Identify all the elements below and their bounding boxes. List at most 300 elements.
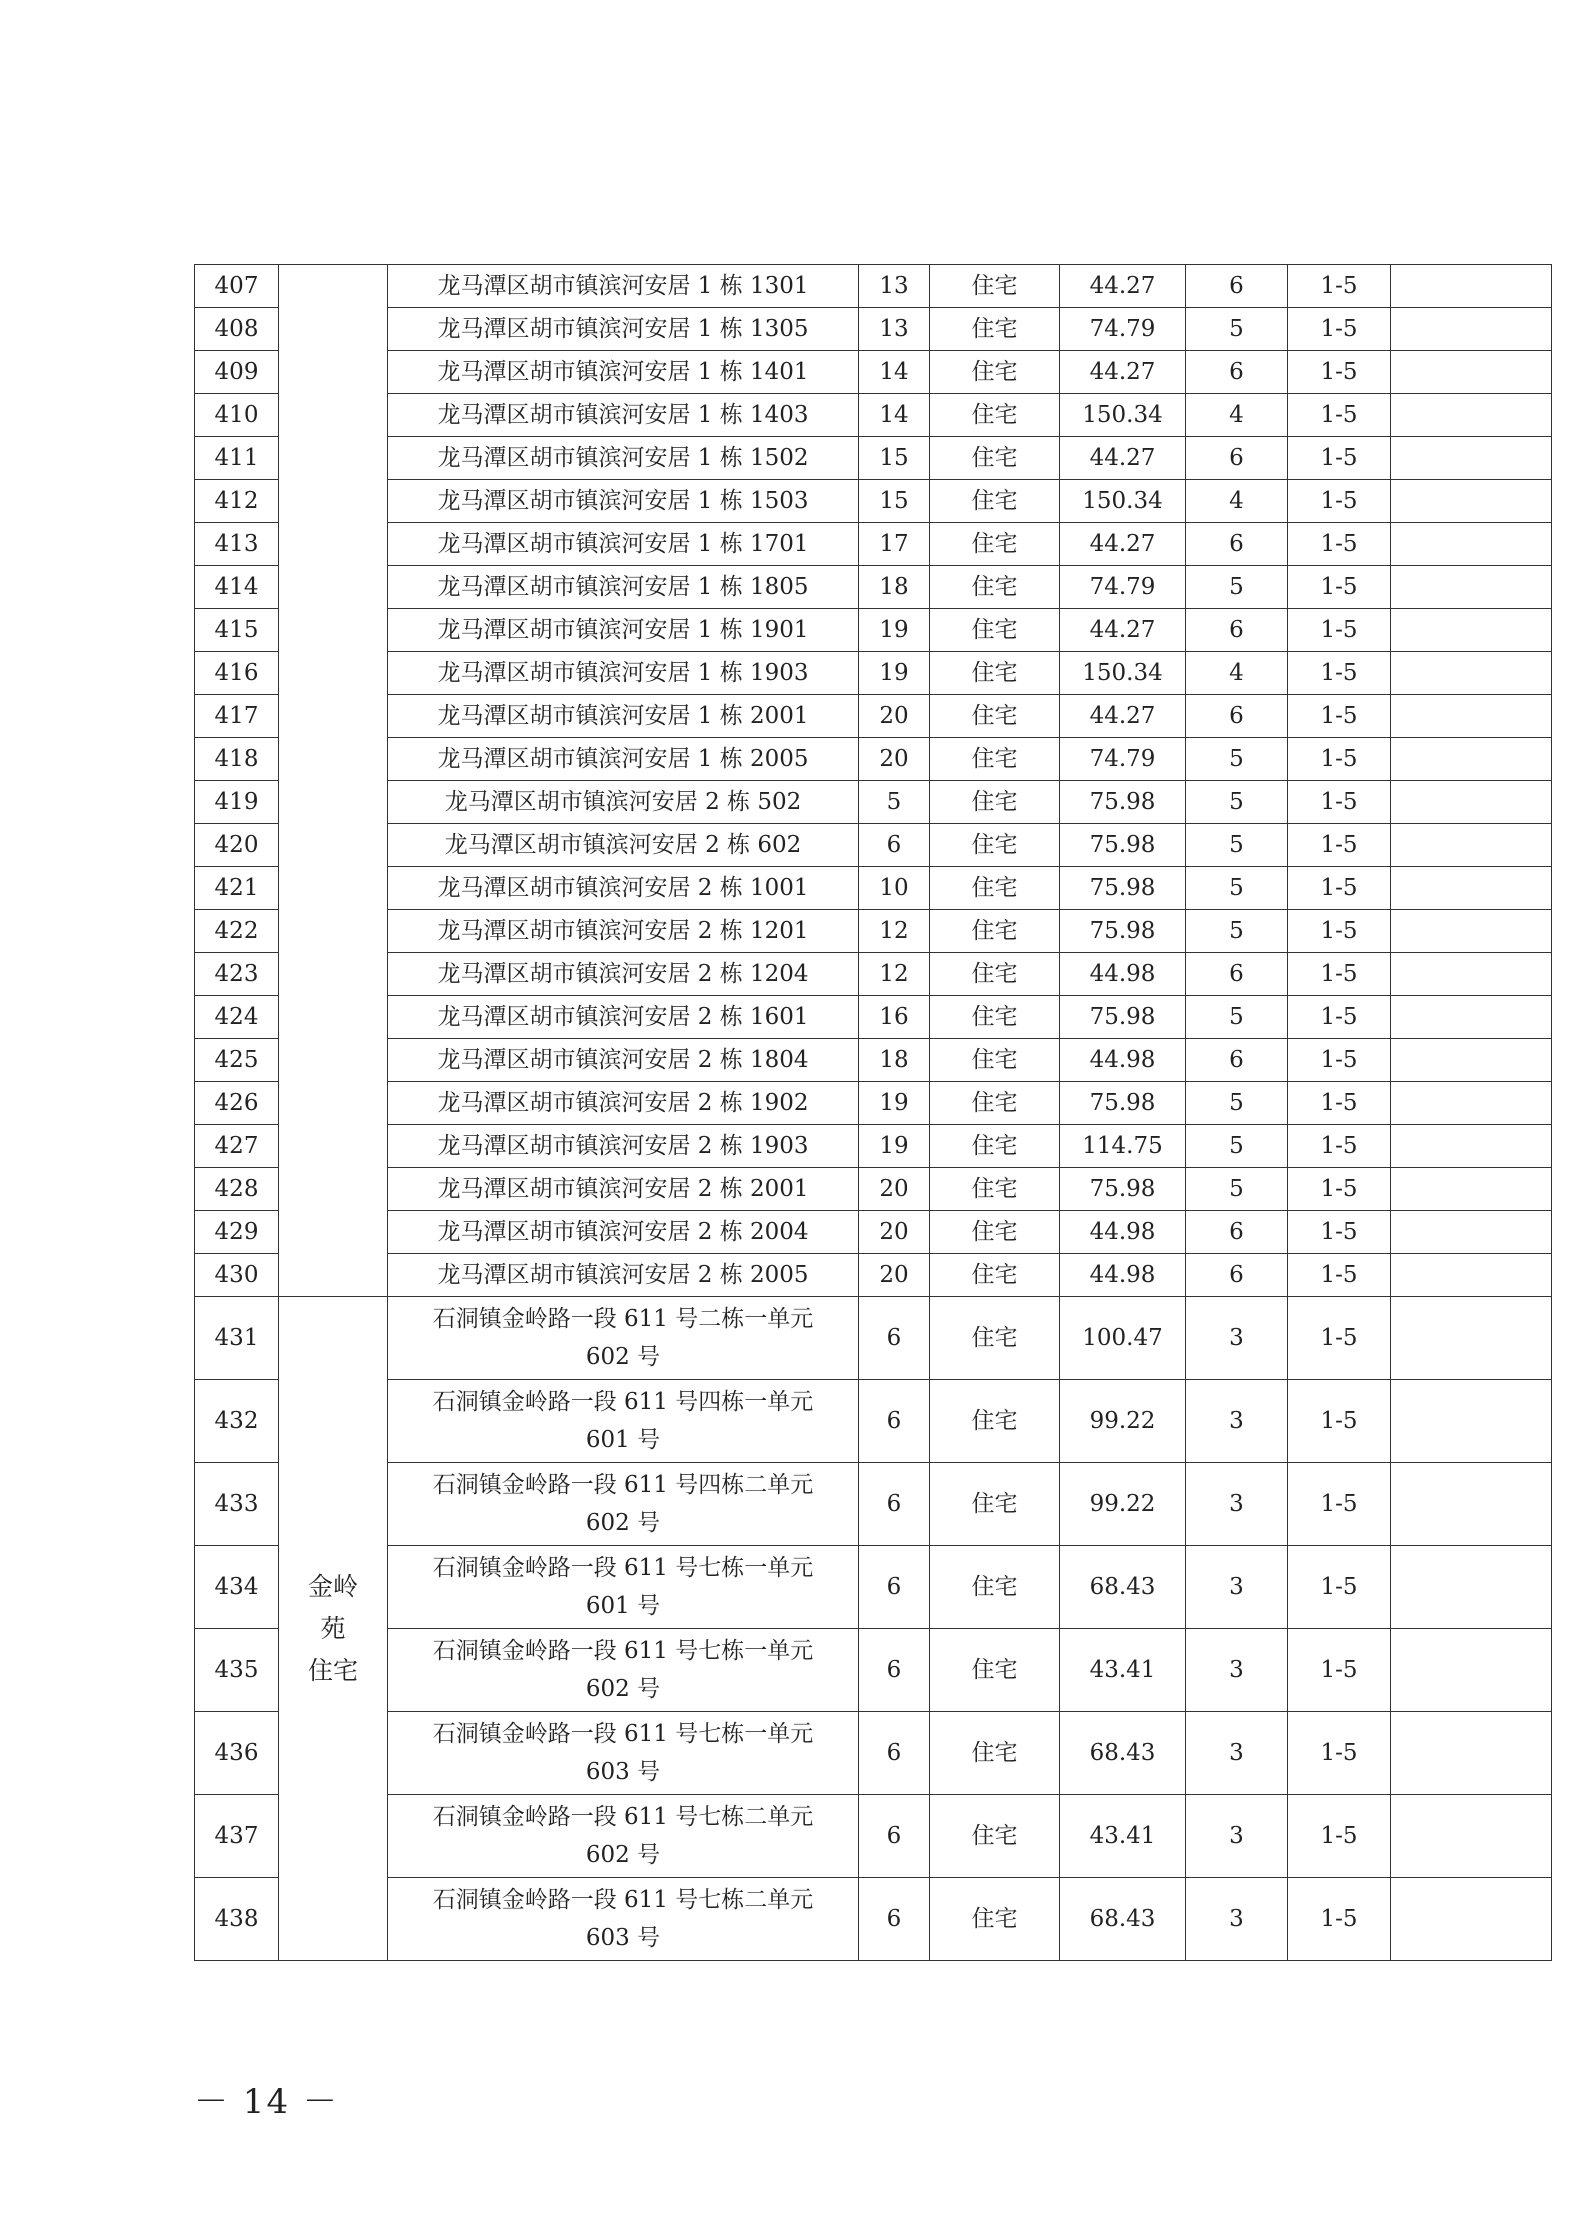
range-cell: 1-5 bbox=[1288, 1168, 1391, 1211]
usage-cell: 住宅 bbox=[930, 695, 1060, 738]
value-cell: 4 bbox=[1186, 652, 1288, 695]
remarks-cell bbox=[1391, 781, 1552, 824]
range-cell: 1-5 bbox=[1288, 867, 1391, 910]
remarks-cell bbox=[1391, 437, 1552, 480]
table-row bbox=[195, 910, 1552, 953]
value-cell: 5 bbox=[1186, 910, 1288, 953]
table-row bbox=[195, 480, 1552, 523]
area-cell: 68.43 bbox=[1060, 1712, 1186, 1795]
range-cell: 1-5 bbox=[1288, 824, 1391, 867]
address-line: 龙马潭区胡市镇滨河安居 1 栋 1701 bbox=[437, 531, 809, 557]
floor-cell: 19 bbox=[859, 1082, 930, 1125]
usage-cell: 住宅 bbox=[930, 1629, 1060, 1712]
value-cell: 3 bbox=[1186, 1380, 1288, 1463]
floor-cell: 6 bbox=[859, 1463, 930, 1546]
remarks-cell bbox=[1391, 996, 1552, 1039]
address-line: 龙马潭区胡市镇滨河安居 1 栋 1403 bbox=[437, 402, 809, 428]
usage-cell: 住宅 bbox=[930, 738, 1060, 781]
remarks-cell bbox=[1391, 1297, 1552, 1380]
area-cell: 44.27 bbox=[1060, 695, 1186, 738]
usage-cell: 住宅 bbox=[930, 1211, 1060, 1254]
address-cell bbox=[388, 523, 859, 566]
address-line: 龙马潭区胡市镇滨河安居 2 栋 2004 bbox=[437, 1219, 809, 1245]
value-cell: 5 bbox=[1186, 996, 1288, 1039]
address-line: 603 号 bbox=[585, 1925, 661, 1951]
address-cell bbox=[388, 1039, 859, 1082]
value-cell: 5 bbox=[1186, 824, 1288, 867]
floor-cell: 15 bbox=[859, 437, 930, 480]
row-number-cell: 426 bbox=[195, 1082, 279, 1125]
area-cell: 75.98 bbox=[1060, 910, 1186, 953]
usage-cell: 住宅 bbox=[930, 1254, 1060, 1297]
address-cell bbox=[388, 1254, 859, 1297]
area-cell: 43.41 bbox=[1060, 1629, 1186, 1712]
remarks-cell bbox=[1391, 1463, 1552, 1546]
value-cell: 6 bbox=[1186, 351, 1288, 394]
row-number-cell: 431 bbox=[195, 1297, 279, 1380]
address-line: 龙马潭区胡市镇滨河安居 1 栋 1502 bbox=[437, 445, 809, 471]
address-line: 龙马潭区胡市镇滨河安居 1 栋 1305 bbox=[437, 316, 809, 342]
area-cell: 68.43 bbox=[1060, 1546, 1186, 1629]
area-cell: 75.98 bbox=[1060, 996, 1186, 1039]
table-row bbox=[195, 1082, 1552, 1125]
usage-cell: 住宅 bbox=[930, 1878, 1060, 1961]
row-number-cell: 421 bbox=[195, 867, 279, 910]
value-cell: 6 bbox=[1186, 1211, 1288, 1254]
remarks-cell bbox=[1391, 351, 1552, 394]
floor-cell: 5 bbox=[859, 781, 930, 824]
table-row bbox=[195, 1254, 1552, 1297]
value-cell: 3 bbox=[1186, 1712, 1288, 1795]
range-cell: 1-5 bbox=[1288, 652, 1391, 695]
usage-cell: 住宅 bbox=[930, 1039, 1060, 1082]
usage-cell: 住宅 bbox=[930, 265, 1060, 308]
floor-cell: 20 bbox=[859, 1168, 930, 1211]
area-cell: 68.43 bbox=[1060, 1878, 1186, 1961]
address-cell bbox=[388, 953, 859, 996]
remarks-cell bbox=[1391, 695, 1552, 738]
floor-cell: 19 bbox=[859, 609, 930, 652]
area-cell: 44.27 bbox=[1060, 523, 1186, 566]
floor-cell: 20 bbox=[859, 1254, 930, 1297]
row-number-cell: 419 bbox=[195, 781, 279, 824]
area-cell: 44.27 bbox=[1060, 265, 1186, 308]
usage-cell: 住宅 bbox=[930, 609, 1060, 652]
area-cell: 150.34 bbox=[1060, 394, 1186, 437]
floor-cell: 20 bbox=[859, 1211, 930, 1254]
address-cell bbox=[388, 1082, 859, 1125]
floor-cell: 6 bbox=[859, 1878, 930, 1961]
remarks-cell bbox=[1391, 910, 1552, 953]
row-number-cell: 413 bbox=[195, 523, 279, 566]
floor-cell: 18 bbox=[859, 566, 930, 609]
address-cell bbox=[388, 351, 859, 394]
value-cell: 3 bbox=[1186, 1546, 1288, 1629]
address-cell bbox=[388, 695, 859, 738]
area-cell: 44.98 bbox=[1060, 1254, 1186, 1297]
address-cell bbox=[388, 1795, 859, 1878]
row-number-cell: 409 bbox=[195, 351, 279, 394]
remarks-cell bbox=[1391, 652, 1552, 695]
address-cell bbox=[388, 1463, 859, 1546]
address-cell bbox=[388, 1712, 859, 1795]
usage-cell: 住宅 bbox=[930, 308, 1060, 351]
floor-cell: 13 bbox=[859, 265, 930, 308]
address-cell bbox=[388, 265, 859, 308]
usage-cell: 住宅 bbox=[930, 867, 1060, 910]
remarks-cell bbox=[1391, 867, 1552, 910]
usage-cell: 住宅 bbox=[930, 394, 1060, 437]
value-cell: 6 bbox=[1186, 523, 1288, 566]
range-cell: 1-5 bbox=[1288, 1380, 1391, 1463]
usage-cell: 住宅 bbox=[930, 480, 1060, 523]
table-row bbox=[195, 1211, 1552, 1254]
table-row bbox=[195, 953, 1552, 996]
address-cell bbox=[388, 1878, 859, 1961]
row-number-cell: 432 bbox=[195, 1380, 279, 1463]
usage-cell: 住宅 bbox=[930, 1297, 1060, 1380]
range-cell: 1-5 bbox=[1288, 480, 1391, 523]
address-line: 石洞镇金岭路一段 611 号二栋一单元 bbox=[432, 1306, 814, 1332]
table-row bbox=[195, 351, 1552, 394]
row-number-cell: 418 bbox=[195, 738, 279, 781]
row-number-cell: 408 bbox=[195, 308, 279, 351]
address-line: 龙马潭区胡市镇滨河安居 1 栋 2001 bbox=[437, 703, 809, 729]
value-cell: 4 bbox=[1186, 480, 1288, 523]
row-number-cell: 435 bbox=[195, 1629, 279, 1712]
floor-cell: 15 bbox=[859, 480, 930, 523]
row-number-cell: 423 bbox=[195, 953, 279, 996]
table-row bbox=[195, 867, 1552, 910]
address-line: 石洞镇金岭路一段 611 号七栋一单元 bbox=[432, 1721, 814, 1747]
address-cell bbox=[388, 781, 859, 824]
floor-cell: 16 bbox=[859, 996, 930, 1039]
value-cell: 6 bbox=[1186, 695, 1288, 738]
row-number-cell: 429 bbox=[195, 1211, 279, 1254]
remarks-cell bbox=[1391, 1082, 1552, 1125]
remarks-cell bbox=[1391, 1795, 1552, 1878]
table-row bbox=[195, 652, 1552, 695]
housing-table bbox=[194, 264, 1552, 1961]
value-cell: 5 bbox=[1186, 308, 1288, 351]
area-cell: 75.98 bbox=[1060, 1168, 1186, 1211]
value-cell: 6 bbox=[1186, 1039, 1288, 1082]
address-line: 龙马潭区胡市镇滨河安居 1 栋 1903 bbox=[437, 660, 809, 686]
value-cell: 5 bbox=[1186, 566, 1288, 609]
value-cell: 6 bbox=[1186, 609, 1288, 652]
value-cell: 5 bbox=[1186, 781, 1288, 824]
row-number-cell: 416 bbox=[195, 652, 279, 695]
area-cell: 100.47 bbox=[1060, 1297, 1186, 1380]
table-row bbox=[195, 609, 1552, 652]
range-cell: 1-5 bbox=[1288, 308, 1391, 351]
table-row bbox=[195, 523, 1552, 566]
remarks-cell bbox=[1391, 953, 1552, 996]
value-cell: 3 bbox=[1186, 1463, 1288, 1546]
table-row bbox=[195, 996, 1552, 1039]
address-line: 石洞镇金岭路一段 611 号四栋二单元 bbox=[432, 1472, 814, 1498]
range-cell: 1-5 bbox=[1288, 265, 1391, 308]
table-row bbox=[195, 437, 1552, 480]
area-cell: 44.27 bbox=[1060, 437, 1186, 480]
range-cell: 1-5 bbox=[1288, 1795, 1391, 1878]
row-number-cell: 410 bbox=[195, 394, 279, 437]
floor-cell: 6 bbox=[859, 1795, 930, 1878]
address-line: 龙马潭区胡市镇滨河安居 1 栋 1401 bbox=[437, 359, 809, 385]
range-cell: 1-5 bbox=[1288, 953, 1391, 996]
range-cell: 1-5 bbox=[1288, 394, 1391, 437]
usage-cell: 住宅 bbox=[930, 1082, 1060, 1125]
table-row bbox=[195, 1463, 1552, 1546]
address-cell bbox=[388, 437, 859, 480]
usage-cell: 住宅 bbox=[930, 1125, 1060, 1168]
floor-cell: 6 bbox=[859, 1380, 930, 1463]
area-cell: 44.27 bbox=[1060, 351, 1186, 394]
address-line: 龙马潭区胡市镇滨河安居 2 栋 1902 bbox=[437, 1090, 809, 1116]
address-cell bbox=[388, 996, 859, 1039]
range-cell: 1-5 bbox=[1288, 351, 1391, 394]
row-number-cell: 437 bbox=[195, 1795, 279, 1878]
table-row bbox=[195, 1878, 1552, 1961]
address-cell bbox=[388, 394, 859, 437]
address-line: 602 号 bbox=[585, 1676, 661, 1702]
row-number-cell: 430 bbox=[195, 1254, 279, 1297]
range-cell: 1-5 bbox=[1288, 1254, 1391, 1297]
address-cell bbox=[388, 308, 859, 351]
table-row bbox=[195, 1380, 1552, 1463]
community-name-line: 住宅 bbox=[307, 1655, 358, 1685]
area-cell: 75.98 bbox=[1060, 824, 1186, 867]
usage-cell: 住宅 bbox=[930, 781, 1060, 824]
range-cell: 1-5 bbox=[1288, 781, 1391, 824]
table-row bbox=[195, 1712, 1552, 1795]
area-cell: 74.79 bbox=[1060, 566, 1186, 609]
remarks-cell bbox=[1391, 1254, 1552, 1297]
community-name-line: 金岭 bbox=[307, 1571, 358, 1601]
usage-cell: 住宅 bbox=[930, 566, 1060, 609]
floor-cell: 12 bbox=[859, 953, 930, 996]
remarks-cell bbox=[1391, 523, 1552, 566]
value-cell: 3 bbox=[1186, 1878, 1288, 1961]
address-cell bbox=[388, 1629, 859, 1712]
address-cell bbox=[388, 1297, 859, 1380]
address-line: 龙马潭区胡市镇滨河安居 1 栋 2005 bbox=[437, 746, 809, 772]
row-number-cell: 438 bbox=[195, 1878, 279, 1961]
area-cell: 44.27 bbox=[1060, 609, 1186, 652]
address-line: 龙马潭区胡市镇滨河安居 2 栋 502 bbox=[444, 789, 802, 815]
value-cell: 5 bbox=[1186, 867, 1288, 910]
value-cell: 6 bbox=[1186, 1254, 1288, 1297]
table-row bbox=[195, 566, 1552, 609]
address-line: 石洞镇金岭路一段 611 号七栋一单元 bbox=[432, 1555, 814, 1581]
address-cell bbox=[388, 652, 859, 695]
floor-cell: 13 bbox=[859, 308, 930, 351]
usage-cell: 住宅 bbox=[930, 1380, 1060, 1463]
address-cell bbox=[388, 824, 859, 867]
value-cell: 5 bbox=[1186, 1168, 1288, 1211]
floor-cell: 6 bbox=[859, 1297, 930, 1380]
address-line: 601 号 bbox=[585, 1593, 661, 1619]
range-cell: 1-5 bbox=[1288, 1546, 1391, 1629]
remarks-cell bbox=[1391, 308, 1552, 351]
table-row bbox=[195, 1795, 1552, 1878]
table-row bbox=[195, 824, 1552, 867]
usage-cell: 住宅 bbox=[930, 1463, 1060, 1546]
value-cell: 5 bbox=[1186, 1082, 1288, 1125]
table-row bbox=[195, 695, 1552, 738]
community-group-cell bbox=[279, 265, 388, 1297]
value-cell: 3 bbox=[1186, 1629, 1288, 1712]
usage-cell: 住宅 bbox=[930, 910, 1060, 953]
address-line: 石洞镇金岭路一段 611 号七栋二单元 bbox=[432, 1804, 814, 1830]
area-cell: 74.79 bbox=[1060, 308, 1186, 351]
range-cell: 1-5 bbox=[1288, 609, 1391, 652]
range-cell: 1-5 bbox=[1288, 1878, 1391, 1961]
usage-cell: 住宅 bbox=[930, 652, 1060, 695]
floor-cell: 6 bbox=[859, 1712, 930, 1795]
table-row bbox=[195, 1546, 1552, 1629]
address-line: 龙马潭区胡市镇滨河安居 1 栋 1301 bbox=[437, 273, 809, 299]
address-line: 龙马潭区胡市镇滨河安居 2 栋 1204 bbox=[437, 961, 809, 987]
remarks-cell bbox=[1391, 1712, 1552, 1795]
address-line: 龙马潭区胡市镇滨河安居 2 栋 1201 bbox=[437, 918, 809, 944]
floor-cell: 18 bbox=[859, 1039, 930, 1082]
row-number-cell: 434 bbox=[195, 1546, 279, 1629]
address-cell bbox=[388, 1211, 859, 1254]
address-cell bbox=[388, 566, 859, 609]
range-cell: 1-5 bbox=[1288, 1211, 1391, 1254]
table-row bbox=[195, 265, 1552, 308]
row-number-cell: 414 bbox=[195, 566, 279, 609]
range-cell: 1-5 bbox=[1288, 566, 1391, 609]
value-cell: 3 bbox=[1186, 1795, 1288, 1878]
area-cell: 43.41 bbox=[1060, 1795, 1186, 1878]
address-cell bbox=[388, 1380, 859, 1463]
address-line: 龙马潭区胡市镇滨河安居 2 栋 2001 bbox=[437, 1176, 809, 1202]
usage-cell: 住宅 bbox=[930, 1795, 1060, 1878]
usage-cell: 住宅 bbox=[930, 1168, 1060, 1211]
remarks-cell bbox=[1391, 1168, 1552, 1211]
floor-cell: 14 bbox=[859, 394, 930, 437]
row-number-cell: 411 bbox=[195, 437, 279, 480]
range-cell: 1-5 bbox=[1288, 910, 1391, 953]
address-line: 龙马潭区胡市镇滨河安居 1 栋 1901 bbox=[437, 617, 809, 643]
area-cell: 75.98 bbox=[1060, 781, 1186, 824]
floor-cell: 10 bbox=[859, 867, 930, 910]
area-cell: 150.34 bbox=[1060, 480, 1186, 523]
table-row bbox=[195, 308, 1552, 351]
range-cell: 1-5 bbox=[1288, 738, 1391, 781]
value-cell: 4 bbox=[1186, 394, 1288, 437]
area-cell: 75.98 bbox=[1060, 867, 1186, 910]
range-cell: 1-5 bbox=[1288, 996, 1391, 1039]
area-cell: 99.22 bbox=[1060, 1380, 1186, 1463]
address-line: 石洞镇金岭路一段 611 号七栋一单元 bbox=[432, 1638, 814, 1664]
value-cell: 5 bbox=[1186, 1125, 1288, 1168]
value-cell: 3 bbox=[1186, 1297, 1288, 1380]
address-line: 龙马潭区胡市镇滨河安居 2 栋 1601 bbox=[437, 1004, 809, 1030]
floor-cell: 6 bbox=[859, 824, 930, 867]
address-line: 603 号 bbox=[585, 1759, 661, 1785]
area-cell: 44.98 bbox=[1060, 953, 1186, 996]
floor-cell: 20 bbox=[859, 738, 930, 781]
range-cell: 1-5 bbox=[1288, 1463, 1391, 1546]
usage-cell: 住宅 bbox=[930, 824, 1060, 867]
floor-cell: 14 bbox=[859, 351, 930, 394]
range-cell: 1-5 bbox=[1288, 1082, 1391, 1125]
table-row bbox=[195, 1168, 1552, 1211]
table-row bbox=[195, 394, 1552, 437]
value-cell: 5 bbox=[1186, 738, 1288, 781]
row-number-cell: 427 bbox=[195, 1125, 279, 1168]
range-cell: 1-5 bbox=[1288, 1629, 1391, 1712]
range-cell: 1-5 bbox=[1288, 1712, 1391, 1795]
address-line: 龙马潭区胡市镇滨河安居 2 栋 602 bbox=[444, 832, 802, 858]
remarks-cell bbox=[1391, 1546, 1552, 1629]
page-number: － 14 － bbox=[194, 2082, 339, 2122]
value-cell: 6 bbox=[1186, 953, 1288, 996]
row-number-cell: 412 bbox=[195, 480, 279, 523]
area-cell: 74.79 bbox=[1060, 738, 1186, 781]
range-cell: 1-5 bbox=[1288, 1125, 1391, 1168]
table-row bbox=[195, 1125, 1552, 1168]
row-number-cell: 420 bbox=[195, 824, 279, 867]
remarks-cell bbox=[1391, 824, 1552, 867]
address-line: 龙马潭区胡市镇滨河安居 2 栋 1903 bbox=[437, 1133, 809, 1159]
row-number-cell: 415 bbox=[195, 609, 279, 652]
range-cell: 1-5 bbox=[1288, 523, 1391, 566]
row-number-cell: 433 bbox=[195, 1463, 279, 1546]
address-cell bbox=[388, 480, 859, 523]
address-cell bbox=[388, 609, 859, 652]
remarks-cell bbox=[1391, 1039, 1552, 1082]
table-row bbox=[195, 1629, 1552, 1712]
usage-cell: 住宅 bbox=[930, 953, 1060, 996]
address-line: 601 号 bbox=[585, 1427, 661, 1453]
value-cell: 6 bbox=[1186, 265, 1288, 308]
row-number-cell: 424 bbox=[195, 996, 279, 1039]
remarks-cell bbox=[1391, 1380, 1552, 1463]
remarks-cell bbox=[1391, 480, 1552, 523]
row-number-cell: 417 bbox=[195, 695, 279, 738]
address-cell bbox=[388, 1168, 859, 1211]
floor-cell: 12 bbox=[859, 910, 930, 953]
table-row bbox=[195, 1297, 1552, 1380]
range-cell: 1-5 bbox=[1288, 695, 1391, 738]
table-row bbox=[195, 781, 1552, 824]
remarks-cell bbox=[1391, 1125, 1552, 1168]
floor-cell: 19 bbox=[859, 1125, 930, 1168]
address-line: 石洞镇金岭路一段 611 号四栋一单元 bbox=[432, 1389, 814, 1415]
range-cell: 1-5 bbox=[1288, 1039, 1391, 1082]
usage-cell: 住宅 bbox=[930, 437, 1060, 480]
address-line: 602 号 bbox=[585, 1510, 661, 1536]
remarks-cell bbox=[1391, 1211, 1552, 1254]
row-number-cell: 428 bbox=[195, 1168, 279, 1211]
remarks-cell bbox=[1391, 609, 1552, 652]
floor-cell: 20 bbox=[859, 695, 930, 738]
floor-cell: 6 bbox=[859, 1546, 930, 1629]
community-name-line: 苑 bbox=[320, 1613, 346, 1643]
area-cell: 99.22 bbox=[1060, 1463, 1186, 1546]
table-row bbox=[195, 738, 1552, 781]
remarks-cell bbox=[1391, 566, 1552, 609]
area-cell: 44.98 bbox=[1060, 1211, 1186, 1254]
address-line: 龙马潭区胡市镇滨河安居 2 栋 2005 bbox=[437, 1262, 809, 1288]
row-number-cell: 407 bbox=[195, 265, 279, 308]
address-line: 602 号 bbox=[585, 1344, 661, 1370]
address-cell bbox=[388, 867, 859, 910]
